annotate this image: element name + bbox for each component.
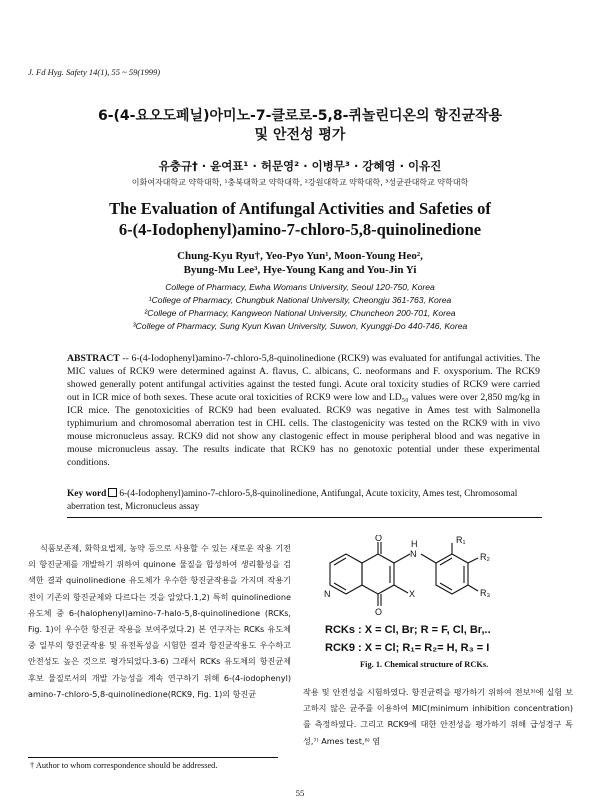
abstract xyxy=(67,352,540,469)
amine-nitrogen: N xyxy=(410,549,417,559)
english-title-line-1: The Evaluation of Antifungal Activities and Safeties of xyxy=(109,199,491,218)
footnote-divider xyxy=(28,757,278,758)
ring-nitrogen: N xyxy=(324,589,331,599)
pyridine-ring xyxy=(330,554,362,594)
quinone-ring xyxy=(362,554,394,594)
english-title-line-2: 6-(4-Iodophenyl)amino-7-chloro-5,8-quinolinedione xyxy=(118,220,482,239)
affiliation-1: College of Pharmacy, Ewha Womans University, Seoul 120-750, Korea xyxy=(165,282,435,292)
korean-title-line-1: 6-(4-요오도페닐)아미노-7-클로로-5,8-퀴놀린디온의 항진균작용 xyxy=(97,108,503,124)
body-text-right-column: 작용 및 안전성을 시험하였다. 항진균력을 평가하기 위하여 전보³⁾에 실험 보고하지 않은 균주를 이용하여 MIC(minimum inhibition concentration)를 측정하였다. 그리고 RCK9에 대한 안전성을 평가하기 위해 급성경구 독성,⁷⁾ Ames test,⁸⁾ 염 xyxy=(303,687,573,746)
english-authors-line-2: Byung-Mu Lee³, Hye-Young Kang and You-Jin Yi xyxy=(183,264,417,276)
footnote: † Author to whom correspondence should be addressed. xyxy=(30,761,218,770)
keyword-label: Key word xyxy=(67,489,107,499)
affiliation-3: ²College of Pharmacy, Kangweon National University, Chuncheon 200-701, Korea xyxy=(144,308,456,318)
body-text-left-column xyxy=(28,540,291,702)
affiliation-4: ³College of Pharmacy, Sung Kyun Kwan University, Suwon, Kyunggi-Do 440-746, Korea xyxy=(132,321,468,331)
korean-title-line-2: 및 안전성 평가 xyxy=(254,127,346,143)
amine-hydrogen: H xyxy=(411,539,418,549)
english-authors-line-1: Chung-Kyu Ryu†, Yeo-Pyo Yun¹, Moon-Young Heo², xyxy=(177,250,423,262)
substituent-r2: R₂ xyxy=(480,552,490,562)
journal-citation: J. Fd Hyg. Safety 14(1), 55 ~ 59(1999) xyxy=(28,67,161,77)
figure-caption: Fig. 1. Chemical structure of RCKs. xyxy=(360,660,489,669)
substituent-r1: R₁ xyxy=(456,535,466,545)
rck9-definition: RCK9 : X = Cl; R₁= R₂= H, R₃ = I xyxy=(325,642,490,654)
rcks-definition: RCKs : X = Cl, Br; R = F, Cl, Br,.. xyxy=(325,624,491,636)
halogen-x: X xyxy=(409,589,416,599)
chemical-structure-figure xyxy=(310,535,575,635)
korean-authors: 유충규† · 윤여표¹ · 허문영² · 이병무³ · 강혜영 · 이유진 xyxy=(158,159,442,173)
quinone-oxygen-top: O xyxy=(375,535,383,543)
keyword-text: 6-(4-Iodophenyl)amino-7-chloro-5,8-quinolinedione, Antifungal, Acute toxicity, Ames test, Chromosomal aberration test, Micronucleus assay xyxy=(67,489,518,512)
substituent-r3: R₃ xyxy=(480,588,491,598)
checkbox-icon xyxy=(108,488,117,497)
section-divider xyxy=(67,517,542,518)
phenyl-ring xyxy=(436,554,468,594)
affiliation-2: ¹College of Pharmacy, Chungbuk National University, Cheongju 361-763, Korea xyxy=(148,295,452,305)
quinone-oxygen-bottom: O xyxy=(375,607,383,617)
body-paragraph-left: 식품보존제, 화학요법제, 농약 등으로 사용할 수 있는 새로운 작용 기전의 항진균제를 개발하기 위하여 quinone 물질을 합성하여 생리활성을 검색한 결과 quinolinedione 유도체가 우수한 항진균작용을 가지며 작용기전이 기존의 항진균제와 다르다는 것을 알았다.1,2) 특히 quinolinedione 유도체 중 6-(halophenyl)amino-7-halo-5,8-quinolinedione (RCKs, Fig. 1)이 우수한 항진균 작용을 보여주었다.2) 본 연구자는 RCKs 유도체 중 일부의 항진균작용 및 유전독성을 시험한 결과 항진균작용도 우수하고 안전성도 높은 것으로 평가되었다.3-6) 그래서 RCKs 유도체의 항진균제 후보 물질로서의 개발 가능성을 계속 연구하기 위해 6-(4-iodophenyl) amino-7-chloro-5,8-quinolinedione(RCK9, Fig. 1)의 항진균 xyxy=(28,543,291,699)
korean-affiliations: 이화여자대학교 약학대학, ¹충북대학교 약학대학, ²강원대학교 약학대학, ³성균관대학교 약학대학 xyxy=(131,178,469,187)
abstract-text: -- 6-(4-Iodophenyl)amino-7-chloro-5,8-quinolinedione (RCK9) was evaluated for antifungal activities. The MIC values of RCK9 were determined against A. flavus, C. albicans, C. neoformans and F. oxysporium. The RCK9 showed generally potent antifungal activities against the tested fungi. Acute oral toxicity studies of RCK9 were carried out in ICR mice of both sexes. These acute oral toxicities of RCK9 were low and LD₅₀ values were over 2,850 mg/kg in ICR mice. The genotoxicities of RCK9 had been evaluated. RCK9 was negative in Ames test with Salmonella typhimurium and chromosomal aberration test in CHL cells. The clastogenicity was tested on the RCK9 with in vivo mouse micronucleus assay. RCK9 did not show any clastogenic effect in mouse peripheral blood and was negative in mouse micronucleus assay. The results indicate that RCK9 has no genotoxic potential under these experimental conditions. xyxy=(67,353,540,468)
keywords xyxy=(67,488,540,513)
page-number: 55 xyxy=(295,788,305,798)
abstract-label: ABSTRACT xyxy=(67,353,120,364)
